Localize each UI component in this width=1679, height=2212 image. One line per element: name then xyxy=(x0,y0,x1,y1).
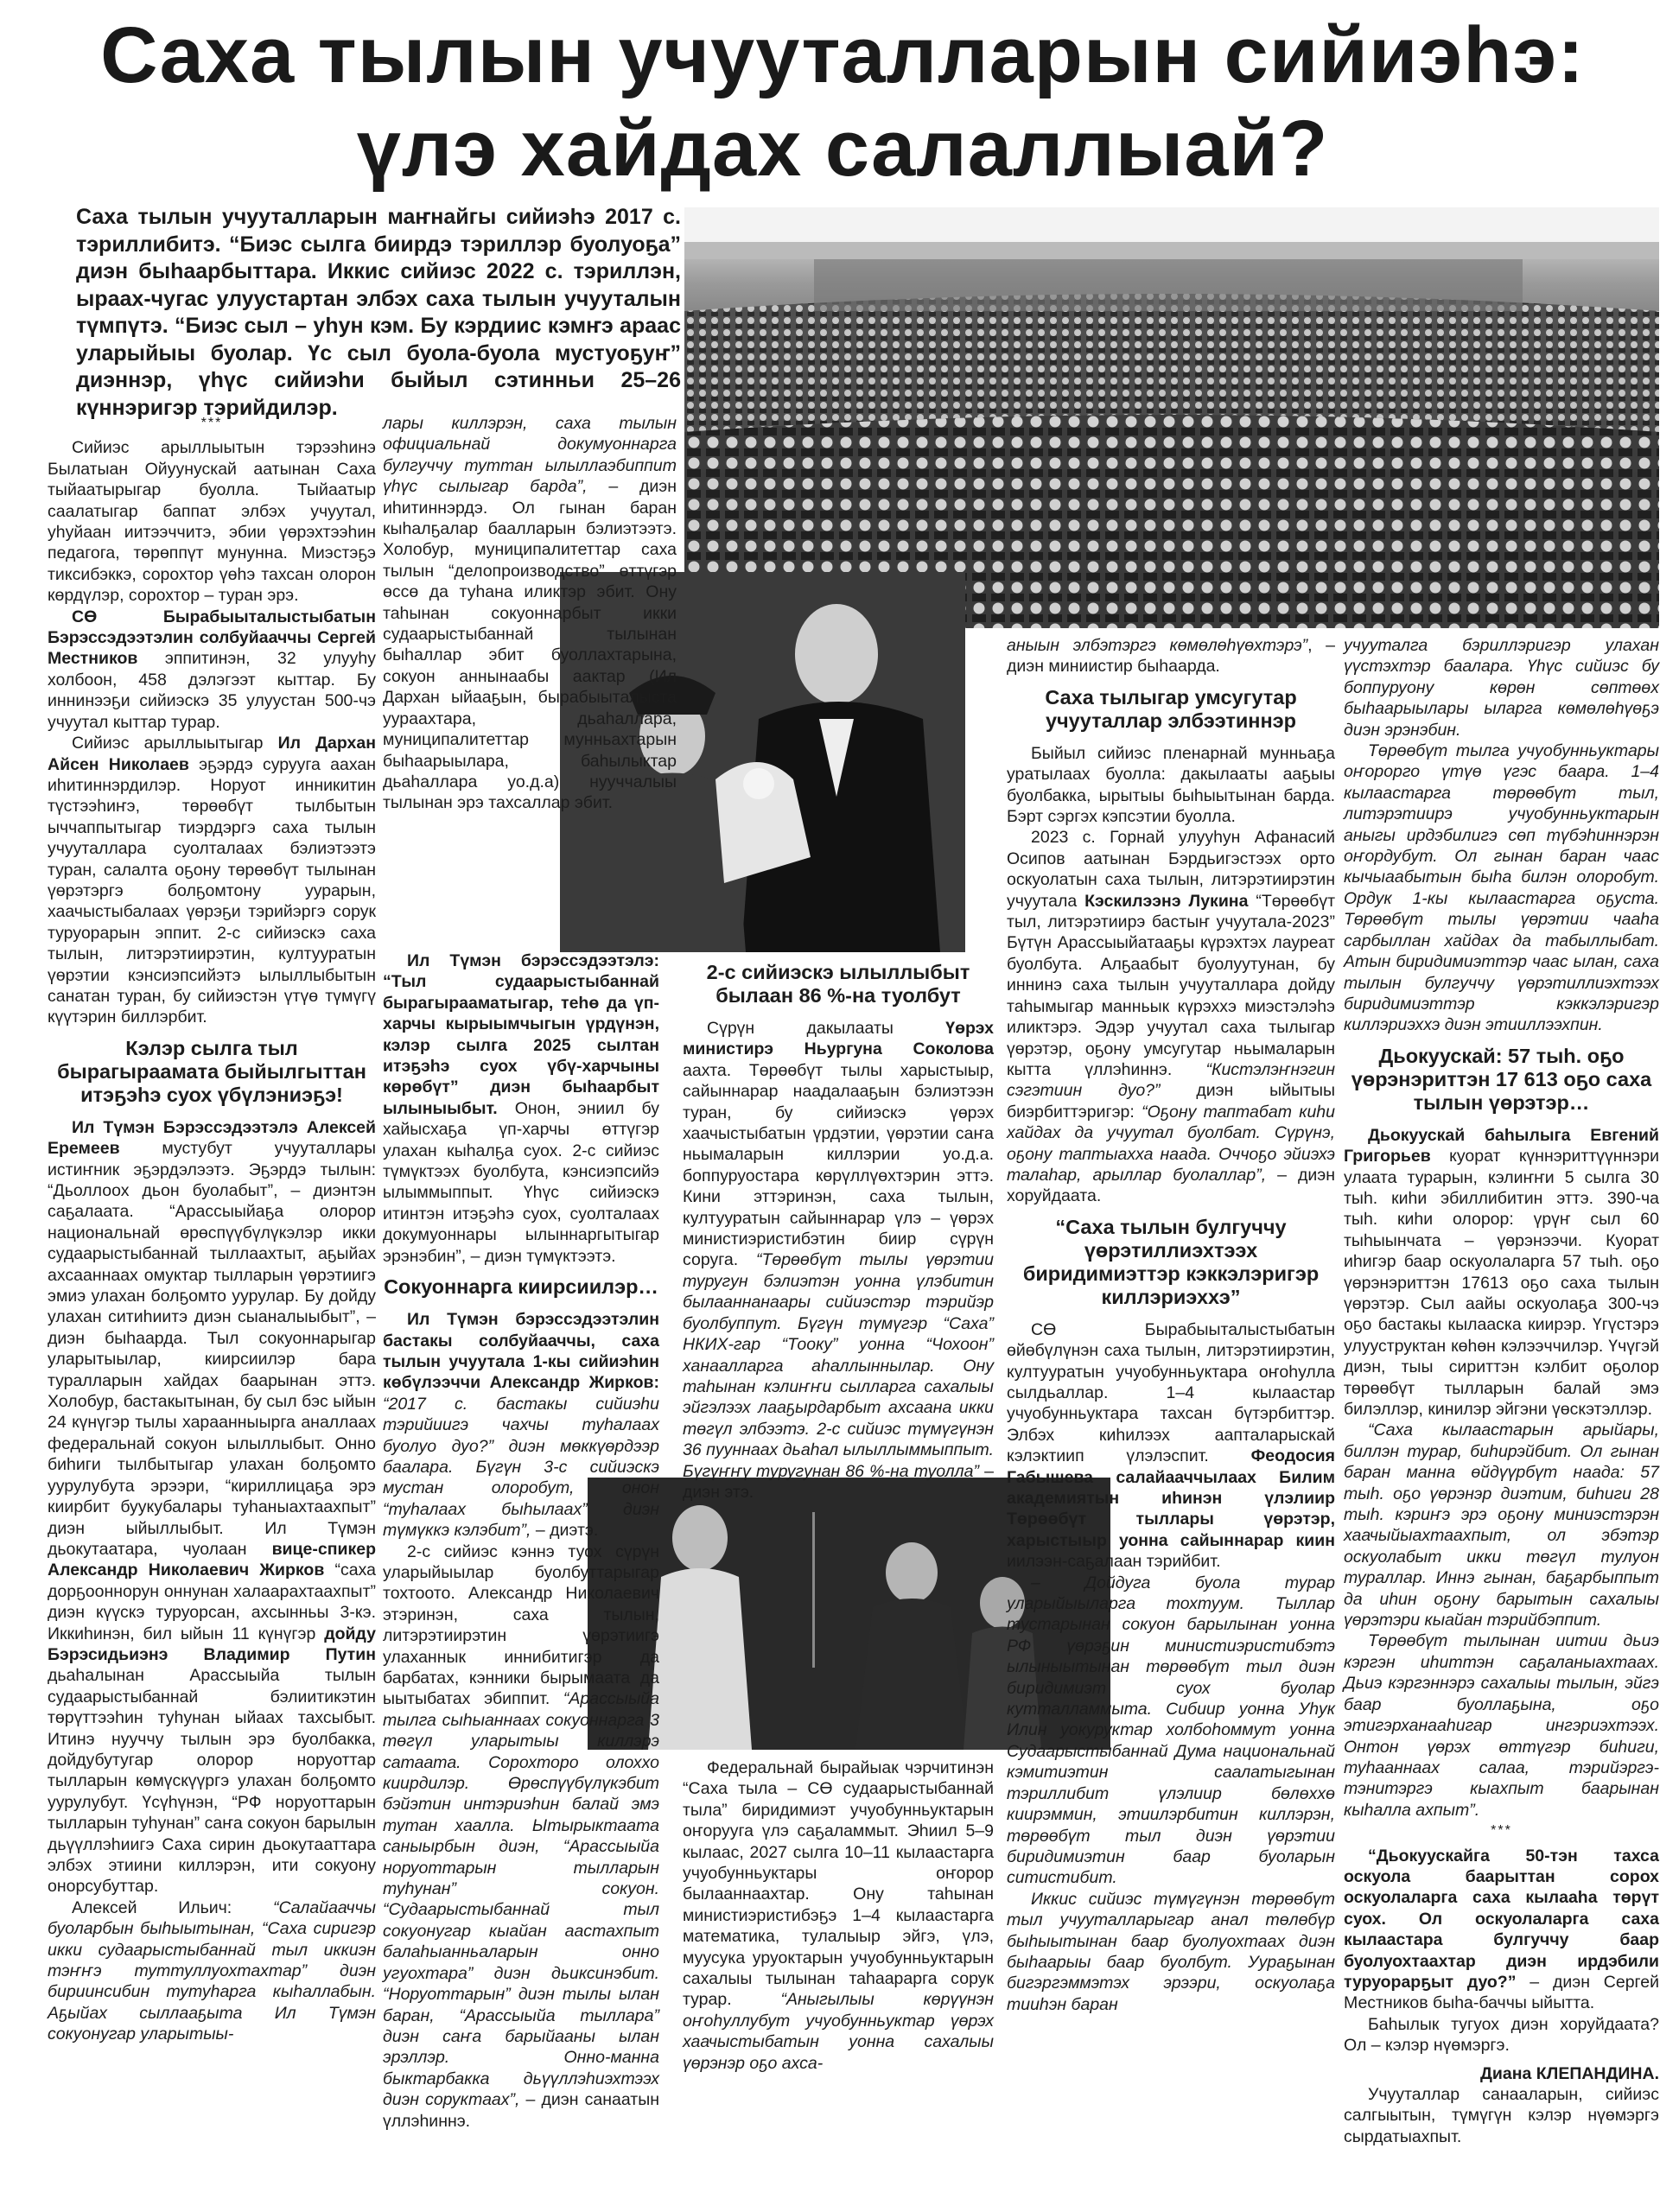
col4-paragraph-4 xyxy=(1007,1319,1335,1573)
col1-paragraph-3-intro: Сийиэс арыллыытыгар xyxy=(72,734,278,753)
headline-line-1: Саха тылын учууталларын сийиэһэ: xyxy=(100,11,1585,99)
col5-paragraph-7: Баһылык тугуох диэн хоруйдаата? Ол – кэлэр нүөмэргэ. xyxy=(1344,2014,1659,2056)
col4-paragraph-3-intro: 2023 с. Горнай улууһун Афанасий Осипов аатынан Бэрдьигэстээх орто оскуолатын саха тылын, литэрэтиирэтин учуутала xyxy=(1007,828,1335,911)
article-lead: Саха тылын учууталларын маҥнайгы сийиэһэ 2017 с. тэриллибитэ. “Биэс сылга биирдэ тэриллэр буолуоҕа” диэн быһаарбыттара. Иккис сийиэс 2022 с. тэриллэн, ыраах-чугас улуустартан элбэх саха тылын учууталын түмпүтэ. “Биэс сыл – уһун кэм. Бу кэрдиис кэмҥэ араас уларыйыы буолар. Үс сыл буола-буола мустуоҕуҥ” диэннэр, үһүс сийиэһи быйыл сэтинньи 25–26 күннэригэр тэрийдилэр. xyxy=(76,205,681,420)
quote-text: лары киллэрэн, саха тылын официальнай докумуоннарга булгуччу туттан ылыллаэбиппит үһүс сылыгар барда”, xyxy=(383,414,677,497)
col2-paragraph-3 xyxy=(383,1309,659,1541)
col4-paragraph-3-text-2: диэн ыйытыы биэрбиттэригэр: xyxy=(1007,1081,1335,1122)
separator-stars: *** xyxy=(1491,1823,1512,1839)
separator-stars: *** xyxy=(200,416,223,430)
col1-paragraph-3 xyxy=(48,733,376,1028)
col1-paragraph-5 xyxy=(48,1897,376,2045)
col4-paragraph-4-end: иилээн-саҕалаан тэрийбит. xyxy=(1007,1552,1221,1572)
section-heading: Саха тылыгар умсугутар учууталлар элбээтиннэр xyxy=(1045,685,1297,732)
column-4 xyxy=(1007,635,1335,2195)
col4-paragraph-1-text: , – диэн миниистир быһаарда. xyxy=(1007,636,1335,677)
col1-paragraph-2 xyxy=(48,607,376,733)
quote-text: “Арассыыйа тылга сыһыаннаах сокуоннарга 3 төгүл уларытыы киллэрэ сатаата. Сорохторо олоххо киирдилэр. Өрөспүүбүлүкэбит бэйэтин интэриэһин балай эмэ тутан хааллa. Ытырыктаата саныырбын диэн, “Арассыыйа норуоттарын тылларын туһунан” сокуон. “Судаарыстыбаннай тыл сокуонугар кыайан аастахпыт балаһыанньаларын онно угуохтара” диэн дьиксинэбит. “Норуоттарын” диэн тылы ылан баран, “Арассыыйа тыллара” диэн саҥа барыйааны ылан эрэллэр. Онно-манна быктарбакка дьүүллэһиэхтээх диэн соруктаах”, xyxy=(383,1689,659,2110)
col5-paragraph-4: “Саха кылаастарын арыйары, биллэн турар, биһирэйбит. Ол гынан баран манна өйдүүрбүт наада: 57 тыһ. оҕо үөрэнэр диэтим, биһиги 28 тыһ. кэриҥэ эрэ оҕону миниэстэрэн хаачыйыахтаахпыт, ол эбэтэр оскуолабыт икки төгүл тулуон тураллар. Иннэ гынан, баҕарбыппыт да иһин оҕону барытын сахалыы үөрэтэри кыайан тэрийбэппит. xyxy=(1344,1421,1659,1630)
quote-bold: Ил Түмэн бэрэссэдээтэлэ: “Тыл судаарыстыбаннай бырагырааматыгар, теһө да үп-харчы кырыымчыгын үрдүнэн, кэлэр сылга 2025 сылтан итэҕэһэ суох үбү-харчыны көрөбүт” диэн быһаарбыт ылыныыбыт. xyxy=(383,951,659,1118)
col3b-paragraph-1 xyxy=(683,1758,994,2074)
section-heading: 2-с сийиэскэ ылыллыбыт былаан 86 %-на туолбут xyxy=(706,961,970,1007)
col4-paragraph-2: Быйыл сийиэс пленарнай мунньаҕа уратылаах буолла: дакылааты ааҕыы буолбакка, ырытыы быһыытынан барда. Бэрт сэргэх кэпсэтии буолла. xyxy=(1007,743,1335,827)
col4-paragraph-3-end: – диэн хоруйдаата. xyxy=(1007,1165,1336,1206)
col1-paragraph-3-text: эҕэрдэ сурууга аахан иһитиннэрдилэр. Норуот инникитин түстээһиҥэ, төрөөбүт тылбытын ыччаппытыгар тиэрдэргэ саха тылын учууталлара суолталаах бэлиэтээтэ туран, салалта оҕону төрөөбүт тылынан үөрэтэргэ болҕомтону уурарын, хаачыстыбалаах үөрэҕи тэрийэргэ сорук туруорарын эппит. 2-с сийиэскэ саха тылын, литэрэтиирэтин, култууратын үөрэтии кэнсиэпсийэтэ ылыллыбытын санатан туран, бу сийиэстэн үтүө түмүгү күүтэрин биллэрбит. xyxy=(48,754,376,1027)
speaker-name: Ил Түмэн Бэрэссэдээтэлэ Алексей Еремеев xyxy=(48,1117,376,1159)
col3-paragraph-1-end: – диэн этэ. xyxy=(683,1461,995,1502)
col3b-paragraph-1-text: Федеральнай бырайыак чэрчитинэн “Саха тыла – СӨ судаарыстыбаннай тыла” биридимиэт учуобунньуктарын оҥорууга үлэ саҕаламмыт. Эһиил 5–9 кылаас, 2027 сылга 10–11 кылаастарга учуобунньуктары оҥорор былааннаахтар. Ону таһынан министиэристибэҕэ 1–4 кылаастарга математика, тулалыыр эйгэ, үлэ, муусука уруоктарын учуобунньуктарын сахалыы тылынан таһаарарга сорук турар. xyxy=(683,1758,994,2010)
col5-paragraph-6 xyxy=(1344,1846,1659,2014)
photo-audience-hall xyxy=(684,207,1659,628)
speaker-name: дойду Бэрэсидьиэнэ Владимир Путин xyxy=(48,1624,376,1664)
column-2 xyxy=(383,413,677,813)
col5-paragraph-6-text: – диэн Сергей Местников быһа-баччы ыйытта. xyxy=(1344,1972,1659,2013)
col2-paragraph-4-text: 2-с сийиэс кэннэ туох сүрүн уларыйыылар буолбуттарыгар тохтоото. Александр Николаевич этэринэн, саха тылын, литэрэтиирэтин үөрэтиигэ улаханнык иннибитигэр да барбатах, кэнники бырымаата да ыытыбатах эбиппит. xyxy=(383,1541,659,1709)
column-2-lower xyxy=(383,950,659,2195)
col2-paragraph-2-text: Онон, эниил бу хайысхаҕа үп-харчы өттүгэр улахан кыһалҕа суох. 2-с сийиэс түмүктээх буолбута, кэнсиэпсийэ ылыммыппыт. Үһүс сийиэскэ итинтэн итэҕэһэ суох, суолталаах докумуоннары ылыннаргытыгар эрэнэбин”, – диэн түмүктээтэ. xyxy=(383,1098,659,1266)
quote-text: “Аныгылыы көрүүнэн оҥоһуллубут учуобунньуктар үөрэх хаачыстыбатын уонна сахалыы үөрэнэр оҕо ахса- xyxy=(683,1990,994,2073)
column-1 xyxy=(48,413,376,2193)
section-heading: Дьокуускай: 57 тыһ. оҕо үөрэнэриттэн 17 613 оҕо саха тылын үөрэтэр… xyxy=(1351,1044,1652,1114)
quote-text: “Салайааччы буоларбын быһыытынан, “Саха сиригэр икки судаарыстыбаннай тыл иккиэн тэҥҥэ туттуллуохтахтар” диэн бириинсибин тутуһарга кыһаллабын. Аҕыйах сыллааҕыта Ил Түмэн сокуонугар уларытыы- xyxy=(48,1897,376,2044)
col5-paragraph-3 xyxy=(1344,1125,1659,1421)
col2-paragraph-4 xyxy=(383,1541,659,2132)
speaker-name: Дьокуускай баһылыга Евгений Григорьев xyxy=(1344,1125,1659,1166)
section-heading: Кэлэр сылга тыл бырагыраамата быйылгыттан итэҕэһэ суох үбүлэниэҕэ! xyxy=(57,1036,366,1106)
col1-paragraph-4 xyxy=(48,1117,376,1897)
col1-paragraph-5-intro: Алексей Ильич: xyxy=(72,1897,273,1917)
quote-text: “2017 с. бастакы сийиэһи тэрийиигэ чахчы туһалаах буолуо дуо?” диэн мөккүөрдээр баалара. Бүгүн 3-с сийиэскэ мустан олоробут, онон “туһалаах быһылаах” диэн түмүккэ кэлэбит”, xyxy=(383,1394,659,1541)
audience-hall-image xyxy=(684,207,1659,628)
col2-paragraph-3-text: – диэтэ. xyxy=(531,1521,599,1541)
col1-paragraph-1: Сийиэс арыллыытын тэрээһинэ Былатыан Ойуунускай аатынан Саха тыйаатырыгар буолла. Тыйаатыр саалатыгар баппат элбэх учуутал, уһуйаан иитээччитэ, эбии үөрэхтээһин педагога, төрөппүт мунунна. Миэстэҕэ тиксибэккэ, сорохтор үөһэ тахсан олорон көрдүлэр, сорохтор – туран эрэ. xyxy=(48,438,376,606)
col4-paragraph-5: – Дойдуга буола турар уларыйыыларга тохтуум. Тыллар тустарынан сокуон барылынан уонна РФ үөрэҕин министиэристибэтэ ылыныытынан төрөөбүт тыл диэн биридимиэт суох буолар кутталламмыта. Сибиир уонна Уһук Илин уокуруктар холбоһоммут уонна Судаарыстыбаннай Дума национальнай кэмитиэтин саалатыгынан тэриллибит үлэлиир бөлөххө киирэммин, этиилэрбитин киллэрэн, төрөөбүт тыл диэн үөрэтии биридимиэтин баар буоларын ситистибит. xyxy=(1007,1573,1335,1888)
quote-text: “Оҕону таптабат киһи хайдах да учуутал буолбат. Сүрүнэ, оҕону таптыахха наада. Оччоҕо эйиэхэ талаһар, арыллар буолаллар”, xyxy=(1007,1102,1335,1185)
col2-paragraph-2 xyxy=(383,950,659,1267)
col1-paragraph-4-text-3: дьаһалынан Арассыыйа тылын судаарыстыбаннай бэлиитикэтин төрүттээһин туһунан ыйаах тахсыбыт. Итинэ нууччу тылын эрэ буолбакка, дойдубутугар олорор норуоттар тылларын көмүскүүргэ улахан болҕомто уурулубут. Үсүһүнэн, “РФ норуоттарын тылларын туһунан” саҥа сокуон барылын дьүүллэһиигэ Саха сирин дьокутааттара элбэх этиини киллэрэн, ити сокуону онорсубуттар. xyxy=(48,1666,376,1897)
section-heading: “Саха тылын булгуччу үөрэтиллиэхтээх биридимиэттэр кэккэлэригэр киллэриэххэ” xyxy=(1022,1215,1320,1308)
speaker-name: СӨ Бырабыыталыстыбатын Бэрэссэдээтэлин солбуйааччы Сергей Местников xyxy=(48,607,376,669)
speaker-name: Үөрэх министирэ Ньургуна Соколова xyxy=(683,1019,994,1059)
article-headline xyxy=(26,9,1659,195)
col4-paragraph-3-text: “Төрөөбүт тыл, литэрэтиирэ бастыҥ учуутала-2023” Бүтүн Арассыыйатааҕы күрэхтэх лауреат буолбута. Алҕаабыт буолуутунан, бу иннинэ саха тылын учууталлара дойду таһымыгар манньык күрэххэ миэстэлэһэ иликтэрэ. Эдэр учуутал саха тылыгар үөрэтэр, оҕону умсугутар ньымаларын кытта үллэһиннэ. xyxy=(1007,891,1336,1079)
column-3-lower xyxy=(683,1758,994,2195)
column-5 xyxy=(1344,635,1659,2195)
quote-text: аныын элбэтэргэ көмөлөһүөхтэрэ” xyxy=(1007,636,1308,655)
col5-paragraph-5: Төрөөбүт тылынан иитии дьиэ кэргэн иһиттэн саҕаланыахтаах. Дьиэ кэргэннэрэ сахалыы тылын, эйгэ баар буоллаҕына, оҕо этигэрханааһигар ингэриэхтээх. Онтон үөрэх өттүгэр биһиги, туһааннаах салаа, тэрийэргэ-тэнитэргэ кыахпыт баарынан кыһалла ахпыт”. xyxy=(1344,1631,1659,1820)
speaker-name: Ил Дархан Айсен Николаев xyxy=(48,734,376,774)
organization-name: Феодосия Габышева салайааччылаах Билим академиятын иһинэн үлэлиир Төрөөбүт тыллары үөрэтэр, харыстыыр уонна сайыннарар киин xyxy=(1007,1446,1335,1550)
col2-paragraph-4-end: – диэн санаатын үллэһиннэ. xyxy=(383,2090,659,2131)
col1-paragraph-4-text-2: “саха дорҕооннорун оннунан халаарахтаахпыт” диэн күүскэ туруорсан, ахсынньы 3-кэ. Иккиһинэн, бил ыйын 11 күнүгэр xyxy=(48,1560,377,1643)
headline-line-2: үлэ хайдах салаллыай? xyxy=(356,105,1329,193)
col4-paragraph-6: Иккис сийиэс түмүгүнэн төрөөбүт тыл учууталларыгар анал төлөбүр быһыытынан баар буолуохтаах диэн быһаарыы баар буолбут. Уураҕынан бигэргэммэтэх эрээри, оскуолаҕа тииһэн баран xyxy=(1007,1889,1335,2014)
column-3 xyxy=(683,961,995,1502)
col4-paragraph-3 xyxy=(1007,827,1335,1206)
author-byline: Диана КЛЕПАНДИНА. xyxy=(1479,2063,1659,2083)
col3-paragraph-1-text: аахта. Төрөөбүт тылы харыстыыр, сайыннарар наадалааҕын бэлиэтээн туран, бу сийиэскэ үөрэх хаачыстыбатын үрдэтии, үөрэтии саҥа ньымаларын киллэрии уо.д.а. боппуруостара көрүллүөхтэрин эттэ. Кини эттэринэн, саха тылын, култууратын сайыннарар үлэ – үөрэх министиэристибэтин биир сүрүн соруга. xyxy=(683,1060,994,1270)
section-heading: Сокуоннарга киирсиилэр… xyxy=(384,1275,658,1299)
col2-paragraph-1 xyxy=(383,413,677,814)
quote-text: “Төрөөбүт тылы үөрэтии туругун бэлиэтэн уонна үлэбитин былааннанаары сийиэстэр тэрийэр буолбуппут. Бүгүн түмүгэр “Саха” НКИХ-гар “Тооку” уонна “Чохоон” ханаалларга аһаллыннылар. Ону таһынан кэлиҥҥи сылларга сахалыы эйгэлээх лааҕырдарбыт ахсаана икки төгүл элбээтэ. 2-с сийиэс түмүгүнэн 36 пууннаах дьаһал ылыллыммыппыт. Бүгүҥҥү туругунан 86 %-на туолла” xyxy=(683,1250,994,1481)
col1-paragraph-2-text: эппитинэн, 32 улууһу холбоон, 458 дэлэгээт кыттар. Бу иннинээҕи сийиэскэ 35 улуустан 500-чэ учуутал кыттар турар. xyxy=(48,649,376,732)
quote-bold: “Дьокуускайга 50-тэн тахса оскуола баарыттан сорох оскуолаларга саха кылааһа төрүт суох. Ол оскуолаларга саха кылаастара булгуччу баар буолуохтаахтар диэн ирдэбили туруорарҕыт дуо?” xyxy=(1344,1846,1659,1992)
col5-paragraph-3-text: куорат күннэриттүүннэри улаата турарын, кэлиҥҥи 5 сылга 30 тыһ. киһи эбиллибитин эттэ. 390-ча тыһ. киһи олорор: үрүҥ сыл 60 тыһыынчата – үөрэнээчи. Куорат иһигэр баар оскуолаларга 57 тыһ. оҕо үөрэнэриттэн 17613 оҕо саха тылын үөрэтэр. Сыл аайы оскуолаҕа 300-чэ оҕо бастакы кылааска киирэр. Үгүстэрэ улууструктан көһөн кэлээччилэр. Үчүгэй диэн, тыы сириттэн кэлбит оҕолор төрөөбүт тылларын балай эмэ билэллэр, кинилэр эйгэни үөскэтэллэр. xyxy=(1344,1147,1659,1419)
speaker-name: Кэскилээнэ Лукина xyxy=(1084,891,1249,911)
col5-paragraph-1: учууталга бэриллэригэр улахан үүстэхтэр баалара. Үһүс сийиэс бу боппуруону көрөн сөптөөх быһаарыылары ыларга көмөлөһүөҕэ диэн эрэнэбин. xyxy=(1344,636,1659,740)
col2-paragraph-1-text: – диэн иһитиннэрдэ. Ол гынан баран кыһалҕалар баалларын бэлиэтээтэ. Холобур, муниципалитеттар саха тылын “делопроизводство” өттүгэр өссө да туһана иликтэр эбит. Ону таһынан сокуоннарбыт икки судаарыстыбаннай тылынан быһаллар эбит буоллахтарына, сокуон аннынаабы аактар (Ил Дархан ыйааҕын, бырабыыталыста уураахтара, дьаһаллара, муниципалитеттар мунньахтарын быһаарыылара, баһылыктар дьаһаллара уо.д.а) нууччалыы тылынан эрэ тахсаллар эбит. xyxy=(383,477,677,813)
col3-paragraph-1-intro: Сүрүн дакылааты xyxy=(707,1019,946,1038)
speaker-name: Ил Түмэн бэрэссэдээтэлин бастакы солбуйааччы, саха тылын учуутала 1-кы сийиэһин көбүлээччи Александр Жирков: xyxy=(383,1310,659,1393)
col3-paragraph-1 xyxy=(683,1018,994,1503)
quote-text: “Кистэлэҥнэгин сэгэтиин дуо?” xyxy=(1007,1059,1335,1101)
col4-paragraph-4-text: СӨ Бырабыыталыстыбатын өйөбүлүнэн саха тылын, литэрэтиирэтин, култууратын учуобунньуктара оҥоһулла сылдьаллар. 1–4 кылаастар учуобунньуктара тахсан бүтэрбиттэр. Элбэх киһилээх аапталарыскай кэлэктиип үлэлэспит. xyxy=(1007,1319,1335,1466)
col4-paragraph-1 xyxy=(1007,635,1335,677)
speaker-name: вице-спикер Александр Николаевич Жирков xyxy=(48,1539,376,1580)
col5-paragraph-2: Төрөөбүт тылга учуобунньуктары оҥорорго үтүө үгэс баара. 1–4 кылаастарга төрөөбүт тыл, литэрэтиирэ учуобунньуктарын аныгы ирдэбилигэ сөп түбэһиннэрэн оҥордубут. Ол гынан баран чаас кычыаабытын быһа билэн олоробут. Ордук 1-кы кылаастарга оҕуста. Төрөөбүт тылы үөрэтии чааһа сарбыллан хайдах да табыллыбат. Атын биридимиэттэр чаас ылан, саха тылын булгуччу үөрэтиллиэхтээх биридимиэттэр кэккэлэригэр киллэриэххэ диэн этииллээхпин. xyxy=(1344,741,1659,1035)
col1-paragraph-4-text: мустубут учууталлары истиҥник эҕэрдэлээтэ. Эҕэрдэ тылын: “Дьоллоох дьон буолабыт”, – диэнтэн саҕалаата. “Арассыыйаҕа олорор национальнай өрөспүүбүлүкэлэр икки судаарыстыбаннай тыллаахтыт, аҕыйах ахсааннаах омуктар тылларын үөрэтиигэ эмиэ улахан болҕомто уурулар. Бу дойду улахан ситиһиитэ диэн сыаналыыбыт”, – диэн быһаарда. Тыл сокуоннарыгар уларытыылар, киирсиилэр бара туралларын хайдах баарынан эттэ. Холобур, бастакытынан, бу сыл бэс ыйын 24 күнүгэр тылы хараанныырга аналлаах федеральнай сокуон ылыллыбыт. Онно биһиги тылбытыгар улахан болҕомто уурулубута эрээри, “кириллицаҕа эрэ киирбит буукубалары туһаныахтаахпыт” диэн ыйыллыбыт. Ил Түмэн дьокутаатара, чуолаан xyxy=(48,1139,376,1559)
article-footer-note: Учууталлар санааларын, сийиэс салгыытын, түмүгүн кэлэр нүөмэргэ сырдатыахпыт. xyxy=(1344,2085,1659,2146)
